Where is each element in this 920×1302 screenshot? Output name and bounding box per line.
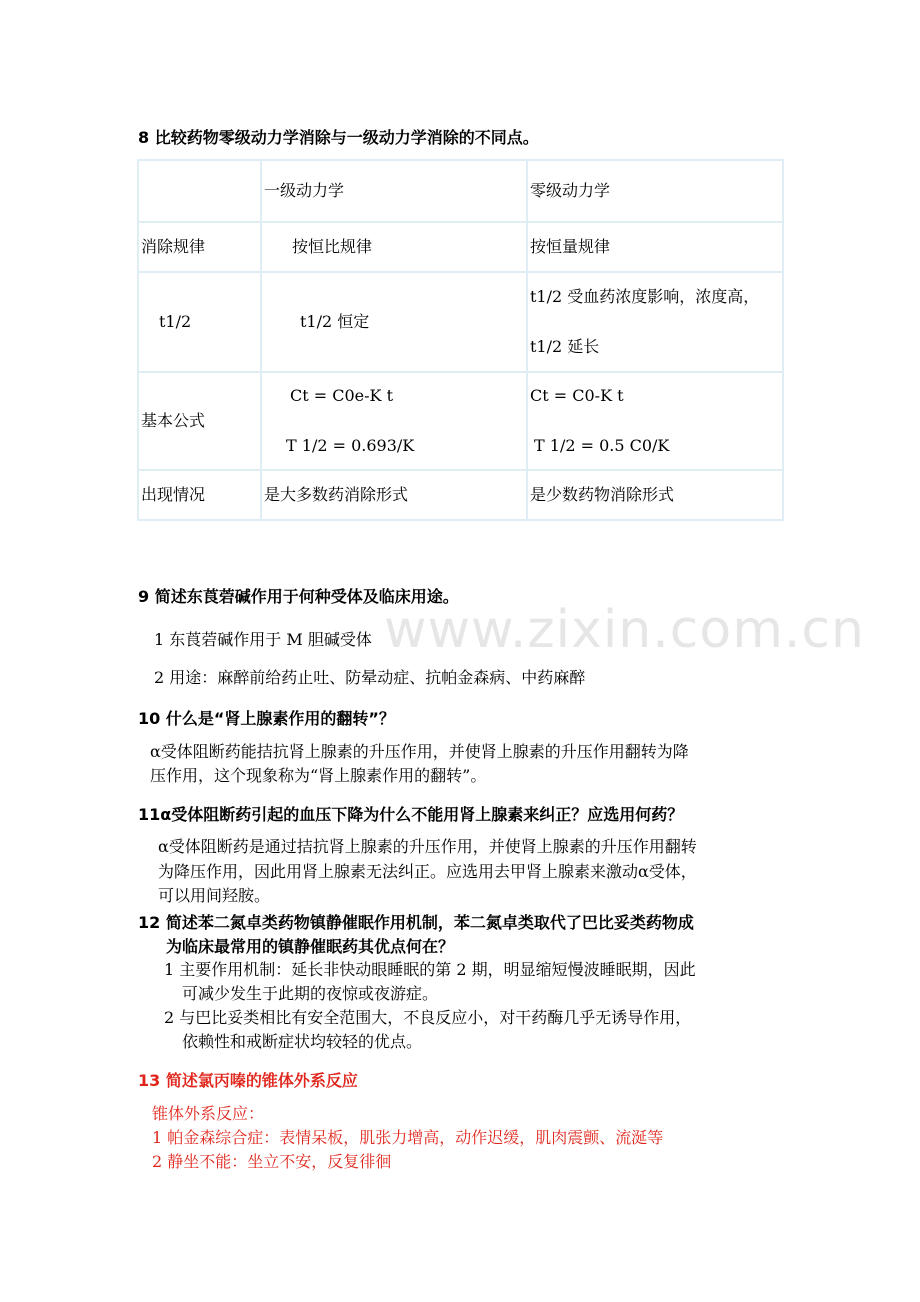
q12-answer-1: 1 主要作用机制：延长非快动眼睡眠的第 2 期，明显缩短慢波睡眠期，因此 <box>164 960 696 979</box>
table-cell <box>527 272 783 372</box>
table-cell: t1/2 恒定 <box>261 272 527 372</box>
q12-answer-1: 可减少发生于此期的夜惊或夜游症。 <box>182 984 439 1003</box>
q9-answer-2: 2 用途：麻醉前给药止吐、防晕动症、抗帕金森病、中药麻醉 <box>154 668 586 687</box>
q11-answer-line: α受体阻断药是通过拮抗肾上腺素的升压作用，并使肾上腺素的升压作用翻转 <box>158 837 697 856</box>
q13-title: 13 简述氯丙嗪的锥体外系反应 <box>138 1071 358 1090</box>
table-header-cell: 零级动力学 <box>527 160 783 222</box>
q13-answer-intro: 锥体外系反应： <box>152 1104 265 1123</box>
q9-title: 9 简述东莨菪碱作用于何种受体及临床用途。 <box>138 587 459 606</box>
table-row <box>138 372 783 470</box>
table-header-row <box>138 160 783 222</box>
table-cell <box>527 372 783 470</box>
q11-answer-line: 可以用间羟胺。 <box>158 886 271 905</box>
q10-title: 10 什么是“肾上腺素作用的翻转”？ <box>138 709 395 728</box>
table-row <box>138 272 783 372</box>
row-label: t1/2 <box>138 272 261 372</box>
table-cell: 是大多数药消除形式 <box>261 470 527 520</box>
q12-title: 为临床最常用的镇静催眠药其优点何在？ <box>166 937 455 956</box>
table-cell <box>261 372 527 470</box>
q11-answer-line: 为降压作用，因此用肾上腺素无法纠正。应选用去甲肾上腺素来激动α受体， <box>158 862 697 881</box>
q10-answer-line: 压作用，这个现象称为“肾上腺素作用的翻转”。 <box>150 766 487 785</box>
table-cell: 是少数药物消除形式 <box>527 470 783 520</box>
q10-answer-line: α受体阻断药能拮抗肾上腺素的升压作用，并使肾上腺素的升压作用翻转为降 <box>150 742 689 761</box>
cell-line: t1/2 延长 <box>530 337 600 356</box>
q12-answer-2: 依赖性和戒断症状均较轻的优点。 <box>182 1032 423 1051</box>
row-label: 基本公式 <box>138 372 261 470</box>
row-label: 消除规律 <box>138 222 261 272</box>
q13-answer-1: 1 帕金森综合症：表情呆板，肌张力增高，动作迟缓，肌肉震颤、流涎等 <box>152 1128 664 1147</box>
formula-line: Ct = C0-K t <box>530 386 624 405</box>
table-header-cell: 一级动力学 <box>261 160 527 222</box>
table-header-cell <box>138 160 261 222</box>
q8-title: 8 比较药物零级动力学消除与一级动力学消除的不同点。 <box>138 128 539 147</box>
row-label: 出现情况 <box>138 470 261 520</box>
cell-line: t1/2 受血药浓度影响，浓度高， <box>530 287 760 306</box>
formula-line: T 1/2 = 0.693/K <box>286 436 415 455</box>
q9-answer-1: 1 东莨菪碱作用于 M 胆碱受体 <box>154 630 372 649</box>
table-cell: 按恒量规律 <box>527 222 783 272</box>
table-row <box>138 470 783 520</box>
kinetics-comparison-table <box>137 159 784 521</box>
q12-answer-2: 2 与巴比妥类相比有安全范围大，不良反应小，对干药酶几乎无诱导作用， <box>164 1008 692 1027</box>
formula-line: T 1/2 = 0.5 C0/K <box>534 436 670 455</box>
q13-answer-2: 2 静坐不能：坐立不安，反复徘徊 <box>152 1152 392 1171</box>
table-cell: 按恒比规律 <box>261 222 527 272</box>
watermark: www.zixin.com.cn <box>384 600 865 660</box>
table-row <box>138 222 783 272</box>
formula-line: Ct = C0e-K t <box>290 386 394 405</box>
q11-title: 11α受体阻断药引起的血压下降为什么不能用肾上腺素来纠正？应选用何药？ <box>138 805 684 824</box>
q12-title: 12 简述苯二氮卓类药物镇静催眠作用机制，苯二氮卓类取代了巴比妥类药物成 <box>138 913 694 932</box>
